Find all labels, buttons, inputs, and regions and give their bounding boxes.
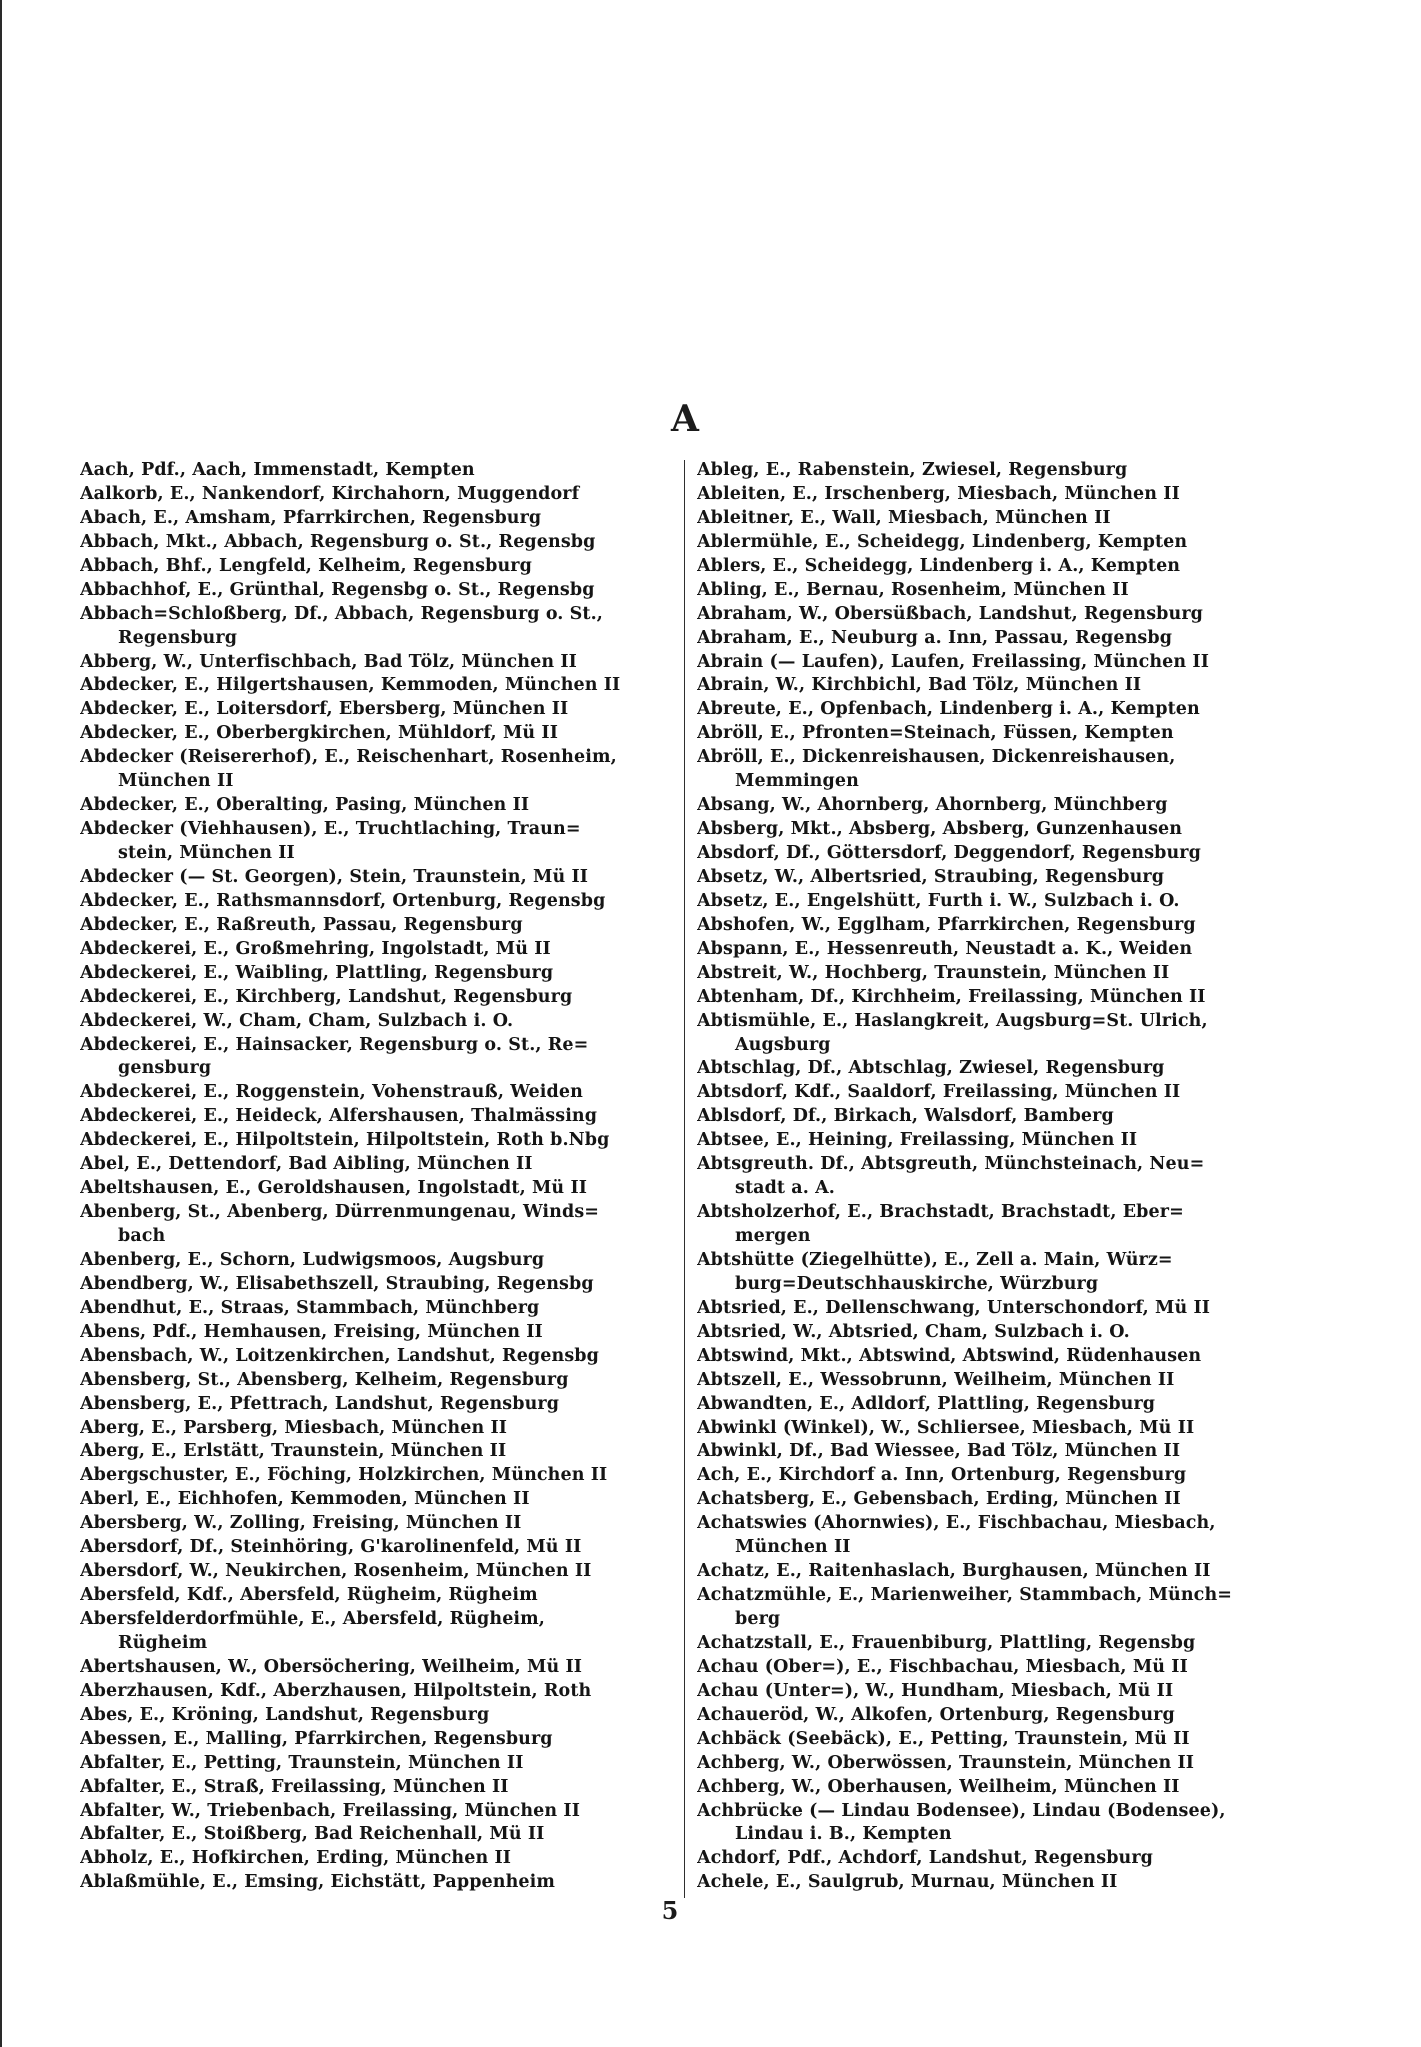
directory-entry: Abstreit, W., Hochberg, Traunstein, München II	[697, 962, 1170, 983]
directory-entry: Aach, Pdf., Aach, Immenstadt, Kempten	[80, 460, 475, 480]
entry-continuation-line: stadt a. A.	[735, 1178, 835, 1199]
directory-entry: Achatz, E., Raitenhaslach, Burghausen, München II	[697, 1561, 1211, 1582]
directory-entry: Abberg, W., Unterfischbach, Bad Tölz, München II	[80, 651, 577, 672]
directory-entry: Abröll, E., Dickenreishausen, Dickenreishausen,	[697, 747, 1176, 768]
directory-entry: Abwinkl, Df., Bad Wiessee, Bad Tölz, München II	[697, 1441, 1181, 1462]
directory-entry: Abbachhof, E., Grünthal, Regensbg o. St., Regensbg	[80, 579, 595, 600]
directory-entry: Abersfelderdorfmühle, E., Abersfeld, Rügheim,	[80, 1609, 545, 1629]
directory-entry: Abach, E., Amsham, Pfarrkirchen, Regensburg	[80, 507, 542, 528]
directory-entry: Abdecker (— St. Georgen), Stein, Traunstein, Mü II	[80, 866, 589, 887]
entry-continuation-line: Memmingen	[735, 771, 859, 792]
directory-entry: Abdeckerei, E., Waibling, Plattling, Regensburg	[80, 962, 554, 983]
directory-entry: Abrain (— Laufen), Laufen, Freilassing, München II	[697, 651, 1209, 672]
directory-entry: Abfalter, E., Stoißberg, Bad Reichenhall, Mü II	[80, 1824, 545, 1845]
directory-entry: Abtsdorf, Kdf., Saaldorf, Freilassing, München II	[697, 1082, 1181, 1103]
directory-entry: Abtsholzerhof, E., Brachstadt, Brachstadt, Eber=	[697, 1202, 1184, 1223]
directory-entry: Abdecker, E., Oberalting, Pasing, München II	[80, 795, 530, 816]
directory-entry: Abdecker, E., Oberbergkirchen, Mühldorf, Mü II	[80, 723, 559, 744]
directory-entry: Abens, Pdf., Hemhausen, Freising, München II	[80, 1321, 543, 1342]
directory-entry: Abbach, Bhf., Lengfeld, Kelheim, Regensburg	[80, 555, 532, 576]
directory-entry: Abtshütte (Ziegelhütte), E., Zell a. Main, Würz=	[697, 1249, 1173, 1270]
directory-entry: Abessen, E., Malling, Pfarrkirchen, Regensburg	[80, 1728, 553, 1749]
entry-continuation-line: Lindau i. B., Kempten	[735, 1824, 952, 1845]
entry-continuation-line: burg=Deutschhauskirche, Würzburg	[735, 1273, 1099, 1294]
directory-entry: Abtswind, Mkt., Abtswind, Abtswind, Rüdenhausen	[697, 1345, 1202, 1366]
entry-continuation-line: stein, München II	[118, 843, 295, 863]
directory-entry: Ablermühle, E., Scheidegg, Lindenberg, Kempten	[697, 531, 1188, 552]
directory-entry: Achele, E., Saulgrub, Murnau, München II	[697, 1872, 1118, 1893]
directory-entry: Abraham, E., Neuburg a. Inn, Passau, Regensbg	[697, 627, 1173, 648]
entry-continuation-line: mergen	[735, 1226, 811, 1246]
directory-column-left	[80, 459, 676, 1895]
directory-entry: Abspann, E., Hessenreuth, Neustadt a. K., Weiden	[697, 938, 1193, 959]
directory-entry: Abergschuster, E., Föching, Holzkirchen, München II	[80, 1465, 608, 1486]
directory-entry: Abtsried, W., Abtsried, Cham, Sulzbach i. O.	[697, 1321, 1130, 1342]
directory-entry: Ablaßmühle, E., Emsing, Eichstätt, Pappenheim	[80, 1872, 556, 1893]
entry-continuation-line: gensburg	[118, 1058, 212, 1079]
directory-entry: Ablers, E., Scheidegg, Lindenberg i. A., Kempten	[697, 555, 1181, 576]
entry-continuation-line: Rügheim	[118, 1632, 208, 1653]
directory-entry: Abdecker, E., Loitersdorf, Ebersberg, München II	[80, 699, 569, 720]
directory-entry: Abdeckerei, E., Hilpoltstein, Hilpoltstein, Roth b.Nbg	[80, 1130, 610, 1151]
directory-entry: Abes, E., Kröning, Landshut, Regensburg	[80, 1704, 490, 1725]
directory-entry: Absdorf, Df., Göttersdorf, Deggendorf, Regensburg	[697, 843, 1201, 863]
directory-entry: Abwinkl (Winkel), W., Schliersee, Miesbach, Mü II	[697, 1417, 1195, 1438]
entry-continuation-line: Augsburg	[735, 1034, 831, 1055]
directory-entry: Ach, E., Kirchdorf a. Inn, Ortenburg, Regensburg	[697, 1465, 1187, 1486]
page-number: 5	[661, 1896, 679, 1925]
directory-entry: Abensberg, E., Pfettrach, Landshut, Regensburg	[80, 1393, 560, 1414]
directory-entry: Abdecker, E., Hilgertshausen, Kemmoden, München II	[80, 675, 621, 696]
directory-entry: Abreute, E., Opfenbach, Lindenberg i. A., Kempten	[697, 699, 1200, 720]
directory-entry: Abdeckerei, W., Cham, Cham, Sulzbach i. O.	[80, 1010, 514, 1031]
directory-entry: Abel, E., Dettendorf, Bad Aibling, München II	[80, 1154, 533, 1175]
directory-entry: Abdecker, E., Rathsmannsdorf, Ortenburg, Regensbg	[80, 890, 606, 911]
directory-entry: Abersdorf, W., Neukirchen, Rosenheim, München II	[80, 1561, 592, 1582]
directory-entry: Achau (Ober=), E., Fischbachau, Miesbach, Mü II	[697, 1656, 1188, 1677]
directory-entry: Abertshausen, W., Obersöchering, Weilheim, Mü II	[80, 1656, 583, 1677]
directory-entry: Achberg, W., Oberhausen, Weilheim, München II	[697, 1776, 1180, 1797]
directory-entry: Achaueröd, W., Alkofen, Ortenburg, Regensburg	[697, 1704, 1175, 1725]
directory-entry: Aalkorb, E., Nankendorf, Kirchahorn, Muggendorf	[80, 483, 580, 504]
directory-entry: Abshofen, W., Egglham, Pfarrkirchen, Regensburg	[697, 914, 1196, 935]
directory-entry: Abdecker (Reisererhof), E., Reischenhart, Rosenheim,	[80, 747, 617, 768]
directory-entry: Aberg, E., Erlstätt, Traunstein, München II	[80, 1441, 507, 1462]
directory-entry: Abtsgreuth. Df., Abtsgreuth, Münchsteinach, Neu=	[697, 1154, 1205, 1175]
directory-entry: Abersberg, W., Zolling, Freising, München II	[80, 1513, 522, 1534]
column-divider-rule	[684, 460, 685, 1898]
directory-entry: Abenberg, St., Abenberg, Dürrenmungenau, Winds=	[80, 1202, 600, 1223]
directory-entry: Ableg, E., Rabenstein, Zwiesel, Regensburg	[697, 460, 1128, 480]
entry-continuation-line: bach	[118, 1226, 166, 1246]
section-letter-heading: A	[671, 398, 699, 440]
directory-entry: Achatsberg, E., Gebensbach, Erding, München II	[697, 1489, 1181, 1510]
directory-entry: Abwandten, E., Adldorf, Plattling, Regensburg	[697, 1393, 1156, 1414]
directory-entry: Ablsdorf, Df., Birkach, Walsdorf, Bamberg	[697, 1106, 1114, 1127]
directory-entry: Abraham, W., Obersüßbach, Landshut, Regensburg	[697, 603, 1203, 624]
directory-entry: Achbrücke (— Lindau Bodensee), Lindau (Bodensee),	[697, 1800, 1226, 1821]
directory-entry: Absang, W., Ahornberg, Ahornberg, Münchberg	[697, 795, 1168, 816]
directory-entry: Abfalter, E., Straß, Freilassing, München II	[80, 1776, 509, 1797]
directory-entry: Absetz, E., Engelshütt, Furth i. W., Sulzbach i. O.	[697, 890, 1180, 911]
directory-entry: Ableitner, E., Wall, Miesbach, München II	[697, 507, 1111, 528]
entry-continuation-line: München II	[735, 1537, 851, 1558]
entry-continuation-line: berg	[735, 1609, 781, 1629]
directory-entry: Aberl, E., Eichhofen, Kemmoden, München II	[80, 1489, 530, 1510]
directory-entry: Ableiten, E., Irschenberg, Miesbach, München II	[697, 483, 1180, 504]
directory-entry: Achbäck (Seebäck), E., Petting, Traunstein, Mü II	[697, 1728, 1190, 1749]
directory-entry: Abtenham, Df., Kirchheim, Freilassing, München II	[697, 986, 1206, 1007]
directory-entry: Abdeckerei, E., Kirchberg, Landshut, Regensburg	[80, 986, 573, 1007]
directory-entry: Aberg, E., Parsberg, Miesbach, München II	[80, 1417, 508, 1438]
directory-entry: Abfalter, E., Petting, Traunstein, München II	[80, 1752, 524, 1773]
directory-entry: Abbach=Schloßberg, Df., Abbach, Regensburg o. St.,	[80, 603, 603, 624]
directory-entry: Abenberg, E., Schorn, Ludwigsmoos, Augsburg	[80, 1249, 545, 1270]
directory-entry: Abfalter, W., Triebenbach, Freilassing, München II	[80, 1800, 580, 1821]
directory-entry: Achau (Unter=), W., Hundham, Miesbach, Mü II	[697, 1680, 1174, 1701]
directory-entry: Abrain, W., Kirchbichl, Bad Tölz, München II	[697, 675, 1142, 696]
directory-entry: Achdorf, Pdf., Achdorf, Landshut, Regensburg	[697, 1848, 1154, 1869]
directory-entry: Abtismühle, E., Haslangkreit, Augsburg=St. Ulrich,	[697, 1010, 1208, 1031]
entry-continuation-line: München II	[118, 771, 234, 792]
directory-entry: Abholz, E., Hofkirchen, Erding, München II	[80, 1848, 512, 1869]
directory-entry: Achatzmühle, E., Marienweiher, Stammbach, Münch=	[697, 1585, 1233, 1606]
directory-entry: Abbach, Mkt., Abbach, Regensburg o. St., Regensbg	[80, 531, 596, 552]
directory-entry: Abdeckerei, E., Hainsacker, Regensburg o. St., Re=	[80, 1034, 589, 1055]
directory-entry: Abdeckerei, E., Großmehring, Ingolstadt, Mü II	[80, 938, 551, 959]
directory-entry: Abendhut, E., Straas, Stammbach, Münchberg	[80, 1297, 540, 1318]
directory-entry: Abdeckerei, E., Roggenstein, Vohenstrauß, Weiden	[80, 1082, 583, 1103]
directory-entry: Abensbach, W., Loitzenkirchen, Landshut, Regensbg	[80, 1345, 599, 1366]
directory-entry: Abersfeld, Kdf., Abersfeld, Rügheim, Rügheim	[80, 1585, 538, 1606]
directory-entry: Abröll, E., Pfronten=Steinach, Füssen, Kempten	[697, 723, 1174, 744]
directory-entry: Abtschlag, Df., Abtschlag, Zwiesel, Regensburg	[697, 1058, 1165, 1079]
scan-edge	[0, 0, 2, 2047]
directory-entry: Abling, E., Bernau, Rosenheim, München II	[697, 579, 1129, 600]
directory-entry: Aberzhausen, Kdf., Aberzhausen, Hilpoltstein, Roth	[80, 1680, 592, 1701]
directory-entry: Absberg, Mkt., Absberg, Absberg, Gunzenhausen	[697, 819, 1183, 840]
directory-entry: Abeltshausen, E., Geroldshausen, Ingolstadt, Mü II	[80, 1178, 588, 1199]
directory-entry: Achatswies (Ahornwies), E., Fischbachau, Miesbach,	[697, 1513, 1216, 1534]
directory-entry: Abersdorf, Df., Steinhöring, G'karolinenfeld, Mü II	[80, 1537, 582, 1558]
directory-entry: Abtszell, E., Wessobrunn, Weilheim, München II	[697, 1369, 1175, 1390]
directory-entry: Achatzstall, E., Frauenbiburg, Plattling, Regensbg	[697, 1632, 1196, 1653]
directory-entry: Abtsee, E., Heining, Freilassing, München II	[697, 1130, 1138, 1151]
directory-entry: Abendberg, W., Elisabethszell, Straubing, Regensbg	[80, 1273, 594, 1294]
directory-entry: Abdecker, E., Raßreuth, Passau, Regensburg	[80, 914, 523, 935]
directory-entry: Abensberg, St., Abensberg, Kelheim, Regensburg	[80, 1369, 569, 1390]
directory-entry: Achberg, W., Oberwössen, Traunstein, München II	[697, 1752, 1195, 1773]
directory-entry: Abdeckerei, E., Heideck, Alfershausen, Thalmässing	[80, 1106, 598, 1127]
directory-column-right	[697, 459, 1345, 1895]
directory-entry: Abtsried, E., Dellenschwang, Unterschondorf, Mü II	[697, 1297, 1211, 1318]
entry-continuation-line: Regensburg	[118, 627, 238, 648]
directory-entry: Absetz, W., Albertsried, Straubing, Regensburg	[697, 866, 1165, 887]
directory-entry: Abdecker (Viehhausen), E., Truchtlaching, Traun=	[80, 819, 581, 840]
